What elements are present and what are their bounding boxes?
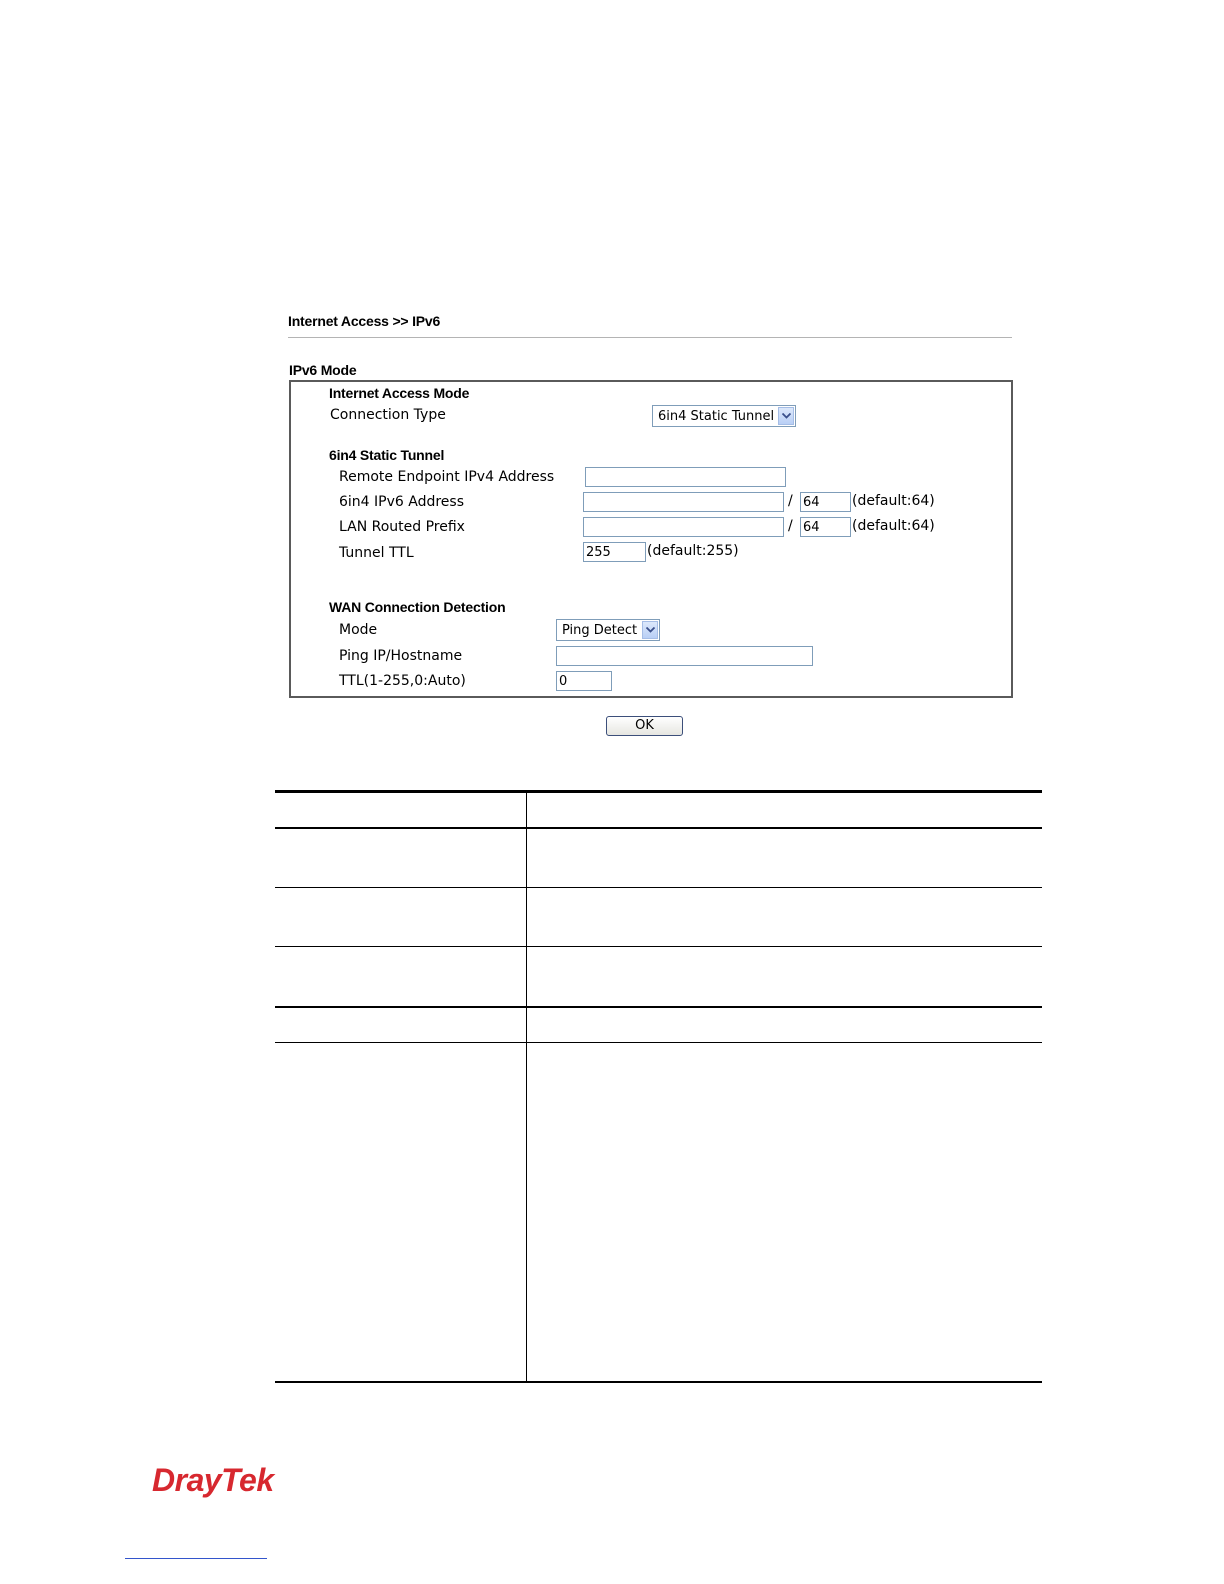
breadcrumb-bar: [288, 311, 1012, 338]
detection-ttl-label: TTL(1-255,0:Auto): [339, 673, 466, 689]
ping-host-input[interactable]: [556, 646, 813, 666]
internet-access-mode-heading: Internet Access Mode: [329, 385, 470, 401]
ipv6-address-input[interactable]: [583, 492, 784, 512]
lan-prefix-length-input[interactable]: [800, 517, 851, 537]
footer-link-underline: [125, 1558, 267, 1559]
lan-prefix-input[interactable]: [583, 517, 784, 537]
connection-type-value: 6in4 Static Tunnel: [658, 409, 775, 424]
detection-mode-value: Ping Detect: [562, 623, 638, 638]
ipv6-prefix-length-input[interactable]: [800, 492, 851, 512]
ipv6-address-label: 6in4 IPv6 Address: [339, 494, 464, 510]
table-column-divider: [526, 790, 527, 1383]
ipv6-mode-title: IPv6 Mode: [289, 362, 357, 378]
connection-type-select[interactable]: [652, 405, 796, 427]
tunnel-ttl-hint: (default:255): [647, 543, 739, 559]
detection-ttl-input[interactable]: [556, 671, 612, 691]
draytek-logo: DrayTek: [152, 1462, 274, 1498]
table-header-rule: [275, 827, 1042, 829]
slash-separator: /: [788, 493, 793, 509]
table-row-divider: [275, 1042, 1042, 1043]
connection-type-label: Connection Type: [330, 407, 446, 423]
remote-endpoint-label: Remote Endpoint IPv4 Address: [339, 469, 555, 485]
chevron-down-icon[interactable]: [778, 407, 794, 425]
chevron-down-icon[interactable]: [642, 621, 658, 639]
breadcrumb: Internet Access >> IPv6: [288, 313, 441, 329]
tunnel-ttl-label: Tunnel TTL: [339, 545, 414, 561]
detection-mode-select[interactable]: [556, 619, 660, 641]
slash-separator: /: [788, 518, 793, 534]
ok-button[interactable]: OK: [606, 716, 683, 736]
table-bottom-rule: [275, 1381, 1042, 1383]
remote-endpoint-input[interactable]: [585, 467, 786, 487]
table-row-divider: [275, 887, 1042, 888]
lan-default-hint: (default:64): [852, 518, 935, 534]
table-row-divider: [275, 1006, 1042, 1008]
wan-detection-heading: WAN Connection Detection: [329, 599, 506, 615]
table-top-rule: [275, 790, 1042, 793]
tunnel-ttl-input[interactable]: [583, 542, 646, 562]
detection-mode-label: Mode: [339, 622, 378, 638]
table-row-divider: [275, 946, 1042, 947]
ping-host-label: Ping IP/Hostname: [339, 648, 463, 664]
lan-prefix-label: LAN Routed Prefix: [339, 519, 465, 535]
static-tunnel-heading: 6in4 Static Tunnel: [329, 447, 445, 463]
ipv6-default-hint: (default:64): [852, 493, 935, 509]
